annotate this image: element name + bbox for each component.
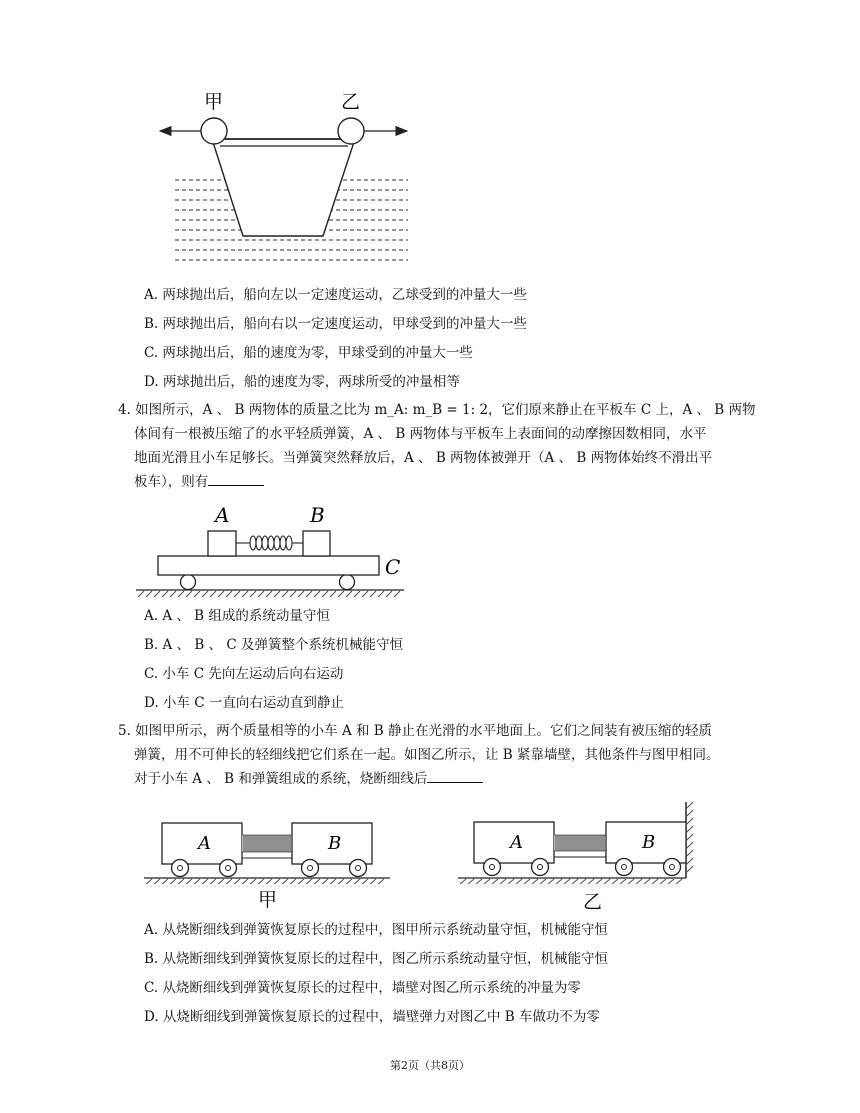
- boat-hull: [212, 139, 355, 236]
- q5-option-d: D. 从烧断细线到弹簧恢复原长的过程中，墙壁弹力对图乙中 B 车做功不为零: [144, 1009, 600, 1025]
- cart-figure: [132, 498, 412, 602]
- caption-jia: 甲: [258, 889, 278, 911]
- q3-option-d: D. 两球抛出后，船的速度为零，两球所受的冲量相等: [144, 374, 460, 390]
- page-number-footer: 第2页（共8页）: [390, 1059, 470, 1072]
- cart-a-label: A: [198, 833, 211, 854]
- label-yi: 乙: [341, 91, 361, 113]
- q4-line-4-text: 板车），则有: [134, 474, 209, 490]
- q3-option-c: C. 两球抛出后，船的速度为零，甲球受到的冲量大一些: [144, 345, 473, 361]
- q3-option-b: B. 两球抛出后，船向右以一定速度运动，甲球受到的冲量大一些: [144, 316, 528, 332]
- figure-yi: [452, 800, 702, 914]
- q4-option-b: B. A 、 B 、 C 及弹簧整个系统机械能守恒: [144, 637, 403, 653]
- label-jia: 甲: [204, 91, 224, 113]
- block-b: [303, 531, 330, 556]
- ball-yi: [338, 118, 364, 144]
- q5-line-3: [118, 767, 780, 791]
- caption-yi: 乙: [583, 891, 603, 913]
- q4-line-2: 体间有一根被压缩了的水平轻质弹簧，A 、 B 两物体与平板车上表面间的动摩擦因数相同，水平: [134, 426, 707, 442]
- q5-option-a: A. 从烧断细线到弹簧恢复原长的过程中，图甲所示系统动量守恒，机械能守恒: [144, 922, 608, 938]
- boat-figure: [150, 88, 420, 273]
- q4-option-c: C. 小车 C 先向左运动后向右运动: [144, 666, 344, 682]
- q5-stem: [118, 719, 780, 791]
- wheel-left: [181, 575, 196, 590]
- q5-line-3-text: 对于小车 A 、 B 和弹簧组成的系统，烧断细线后: [134, 771, 428, 787]
- q4-line-3: 地面光滑且小车足够长。当弹簧突然释放后，A 、 B 两物体被弹开（A 、 B 两物体始终不滑出平: [134, 450, 713, 466]
- ground-hatch: [138, 591, 400, 597]
- q5-line-2: 弹簧，用不可伸长的轻细线把它们系在一起。如图乙所示，让 B 紧靠墙壁，其他条件与图甲相同。: [134, 747, 720, 763]
- ball-jia: [201, 118, 227, 144]
- q5-option-b: B. 从烧断细线到弹簧恢复原长的过程中，图乙所示系统动量守恒，机械能守恒: [144, 951, 609, 967]
- q4-line-4: [118, 470, 780, 494]
- cart-board: [158, 556, 379, 575]
- q5-line-1: 5. 如图甲所示，两个质量相等的小车 A 和 B 静止在光滑的水平地面上。它们之间装有被压缩的轻质: [118, 723, 713, 739]
- label-c: C: [385, 555, 401, 579]
- label-b: B: [310, 503, 325, 527]
- q4-line-1: 4. 如图所示，A 、 B 两物体的质量之比为 m_A: m_B = 1: 2，它们原来静止在平板车 C 上，A 、 B 两物: [118, 402, 756, 418]
- q3-option-a: A. 两球抛出后，船向左以一定速度运动，乙球受到的冲量大一些: [144, 287, 527, 303]
- q4-option-d: D. 小车 C 一直向右运动直到静止: [144, 695, 344, 711]
- answer-blank: [427, 768, 483, 783]
- spring: [236, 536, 303, 550]
- cart-b-label: B: [328, 833, 342, 854]
- figure-jia: [140, 812, 395, 914]
- cart-a-label: A: [510, 832, 523, 853]
- answer-blank: [208, 471, 264, 486]
- q4-stem: [118, 398, 780, 494]
- wheel-right: [340, 575, 355, 590]
- q4-option-a: A. A 、 B 组成的系统动量守恒: [144, 608, 330, 624]
- label-a: A: [215, 503, 230, 527]
- block-a: [208, 531, 236, 556]
- cart-b-label: B: [642, 832, 656, 853]
- q5-option-c: C. 从烧断细线到弹簧恢复原长的过程中，墙壁对图乙所示系统的冲量为零: [144, 980, 581, 996]
